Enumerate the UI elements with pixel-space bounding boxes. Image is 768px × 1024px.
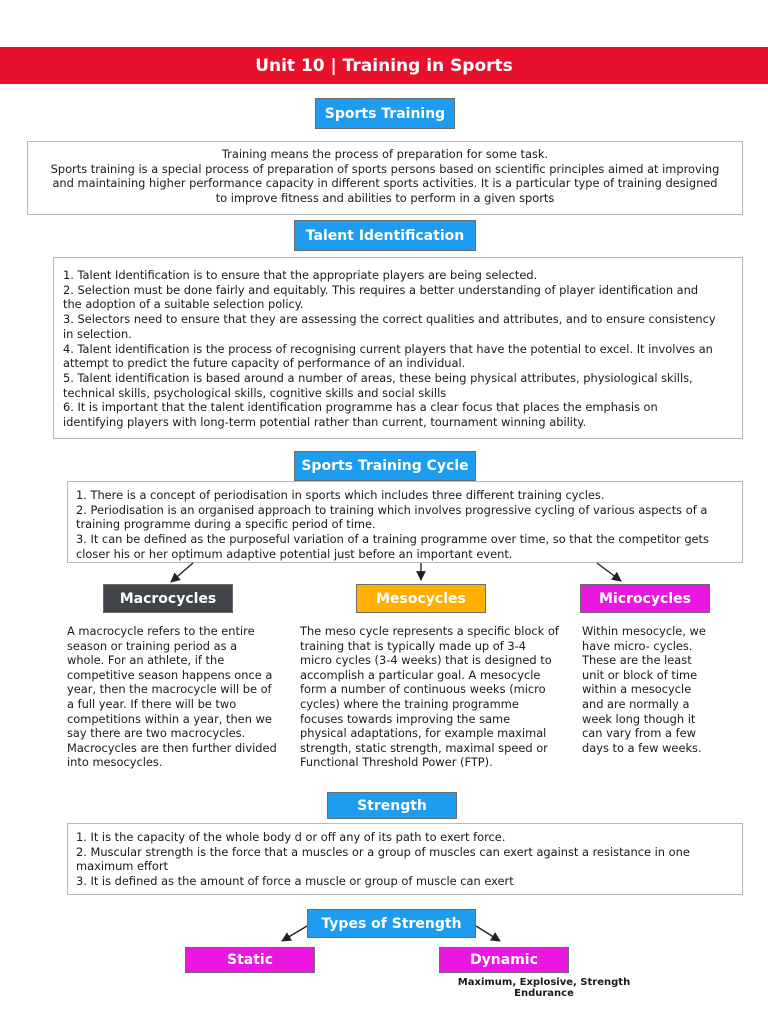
strength-point: 3. It is defined as the amount of force a muscle or group of muscle can exert [76, 874, 514, 889]
arrow-to-macrocycles [171, 563, 193, 582]
page-title-banner [0, 47, 768, 84]
dynamic-strength-note: Maximum, Explosive, Strength Endurance [457, 977, 631, 999]
macrocycles-label: Macrocycles [119, 590, 217, 607]
talent-point: 5. Talent identification is based around a number of areas, these being physical attributes, physiological skills, technical skills, psychological skills, cognitive skills and social skills [63, 370, 693, 400]
arrow-to-dynamic [476, 926, 500, 941]
macrocycles-heading [103, 584, 233, 613]
cycle-point: 3. It can be defined as the purposeful variation of a training programme over time, so that the competitor gets closer his or her optimum adaptive potential just before an important event. [76, 532, 709, 561]
talent-point: 3. Selectors need to ensure that they are assessing the correct qualities and attributes, and to ensure consistency in selection. [63, 312, 716, 341]
strength-point: 2. Muscular strength is the force that a muscles or a group of muscles can exert against a resistance in one maximum effort [76, 844, 690, 874]
page-title: Unit 10 | Training in Sports [255, 55, 513, 76]
arrow-to-static [282, 926, 307, 941]
talent-point: 2. Selection must be done fairly and equitably. This requires a better understanding of player identification and the adoption of a suitable selection policy. [63, 282, 699, 312]
types-of-strength-heading-text: Types of Strength [321, 915, 462, 932]
strength-box [67, 823, 743, 895]
mesocycles-label: Mesocycles [376, 590, 466, 607]
cycle-point: 2. Periodisation is an organised approach to training which involves progressive cycling of various aspects of a training programme during a specific period of time. [76, 502, 708, 532]
dynamic-strength-box [439, 947, 569, 973]
strength-heading [327, 792, 457, 819]
strength-point: 1. It is the capacity of the whole body d or off any of its path to exert force. [76, 830, 506, 844]
strength-heading-text: Strength [357, 797, 427, 814]
talent-point: 4. Talent identification is the process of recognising current players that have the potential to excel. It involves an attempt to predict the future capacity of performance of an individual. [63, 341, 713, 371]
sports-training-cycle-heading-text: Sports Training Cycle [301, 458, 469, 474]
static-strength-box [185, 947, 315, 973]
mesocycles-heading [356, 584, 486, 613]
talent-identification-box [53, 257, 743, 439]
microcycles-heading [580, 584, 710, 613]
microcycles-label: Microcycles [599, 590, 691, 607]
dynamic-strength-label: Dynamic [470, 952, 538, 968]
cycle-point: 1. There is a concept of periodisation in sports which includes three different training cycles. [76, 488, 605, 502]
types-of-strength-heading [307, 909, 476, 938]
sports-training-heading [315, 98, 455, 129]
sports-training-cycle-heading [294, 451, 476, 481]
sports-training-box [27, 141, 743, 215]
macrocycles-description: A macrocycle refers to the entire season or training period as a whole. For an athlete, if the competitive season happens once a year, then the macrocycle will be of a full year. If there will be two competitions within a year, then we say there are two macrocycles. Macrocycles are then further divided into mesocycles. [67, 624, 277, 770]
talent-point: 1. Talent Identification is to ensure that the appropriate players are being selected. [63, 268, 538, 282]
mesocycles-description: The meso cycle represents a specific block of training that is typically made up of 3-4 micro cycles (3-4 weeks) that is designed to accomplish a particular goal. A mesocycle form a number of continuous weeks (micro cycles) where the training programme focuses towards improving the same physical adaptations, for example maximal strength, static strength, maximal speed or Functional Threshold Power (FTP). [300, 624, 559, 770]
sports-training-line-1: Training means the process of preparation for some task. [221, 147, 549, 161]
talent-identification-heading [294, 220, 476, 251]
arrow-to-microcycles [597, 563, 621, 581]
talent-identification-heading-text: Talent Identification [305, 227, 465, 244]
sports-training-line-2: Sports training is a special process of preparation of sports persons based on scientific principles aimed at improving and maintaining higher performance capacity in different sports activities. It is a particular type of training designed to improve fitness and abilities to perform in a given sports [50, 161, 720, 206]
talent-point: 6. It is important that the talent identification programme has a clear focus that places the emphasis on identifying players with long-term potential rather than current, tournament winning ability. [63, 400, 658, 430]
microcycles-description: Within mesocycle, we have micro- cycles. These are the least unit or block of time within a mesocycle and are normally a week long though it can vary from a few days to a few weeks. [582, 624, 706, 755]
static-strength-label: Static [226, 952, 273, 968]
sports-training-cycle-box [67, 481, 743, 563]
sports-training-heading-text: Sports Training [324, 105, 446, 122]
